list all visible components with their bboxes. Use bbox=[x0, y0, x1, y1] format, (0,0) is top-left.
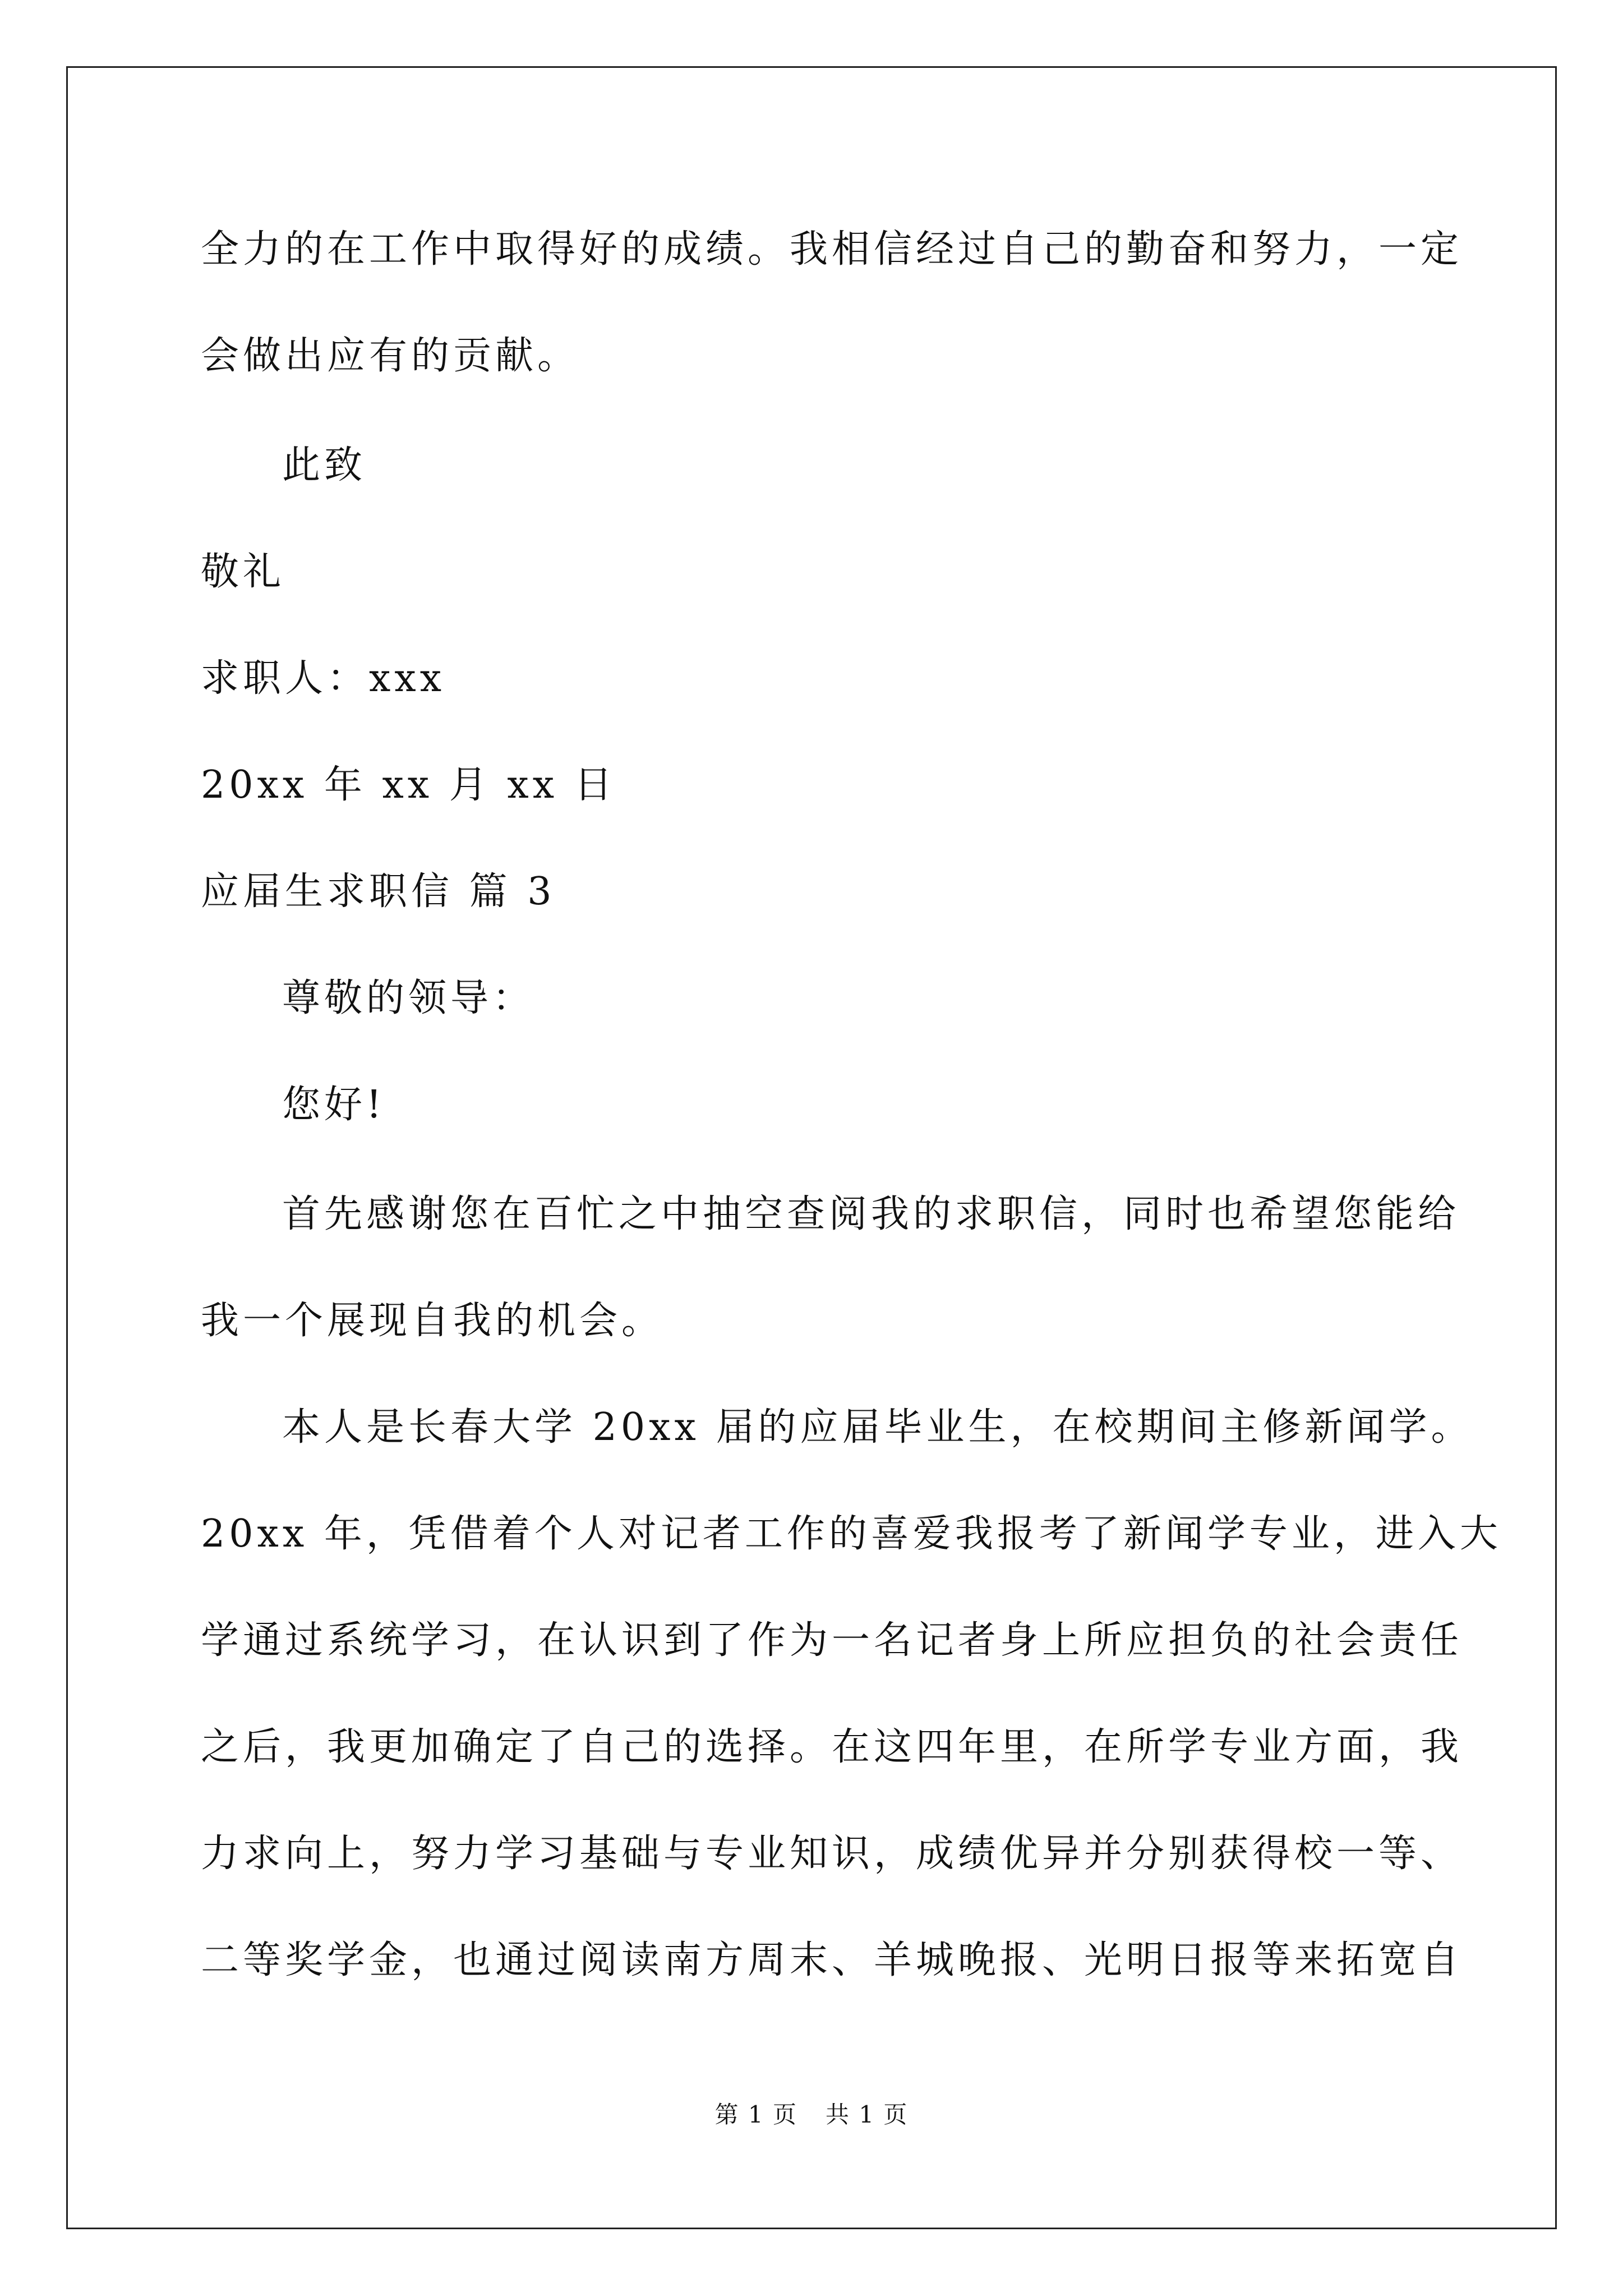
body-line: 我一个展现自我的机会。 bbox=[201, 1299, 664, 1343]
body-line: 首先感谢您在百忙之中抽空查阅我的求职信，同时也希望您能给 bbox=[282, 1192, 1460, 1236]
body-line: 二等奖学金，也通过阅读南方周末、羊城晚报、光明日报等来拓宽自 bbox=[201, 1938, 1463, 1982]
page-number: 第 1 页 bbox=[714, 2101, 797, 2128]
applicant-name: 求职人：xxx bbox=[201, 656, 446, 701]
greeting-hello: 您好! bbox=[282, 1083, 386, 1127]
letter-date: 20xx 年 xx 月 xx 日 bbox=[201, 763, 616, 807]
page-border bbox=[66, 66, 1557, 2229]
page-total: 共 1 页 bbox=[826, 2101, 909, 2128]
body-line: 20xx 年，凭借着个人对记者工作的喜爱我报考了新闻学专业，进入大 bbox=[201, 1512, 1502, 1556]
closing-salutation: 此致 bbox=[282, 443, 367, 487]
body-line: 之后，我更加确定了自己的选择。在这四年里，在所学专业方面，我 bbox=[201, 1725, 1463, 1769]
body-line: 本人是长春大学 20xx 届的应届毕业生，在校期间主修新闻学。 bbox=[282, 1405, 1473, 1450]
greeting: 尊敬的领导： bbox=[282, 976, 535, 1020]
closing-regards: 敬礼 bbox=[201, 550, 285, 594]
body-line: 学通过系统学习，在认识到了作为一名记者身上所应担负的社会责任 bbox=[201, 1618, 1463, 1663]
body-line: 全力的在工作中取得好的成绩。我相信经过自己的勤奋和努力，一定 bbox=[201, 227, 1463, 272]
body-line: 力求向上，努力学习基础与专业知识，成绩优异并分别获得校一等、 bbox=[201, 1832, 1463, 1876]
body-line: 会做出应有的贡献。 bbox=[201, 334, 580, 378]
section-heading: 应届生求职信 篇 3 bbox=[201, 869, 556, 914]
page-footer bbox=[0, 2098, 1623, 2132]
